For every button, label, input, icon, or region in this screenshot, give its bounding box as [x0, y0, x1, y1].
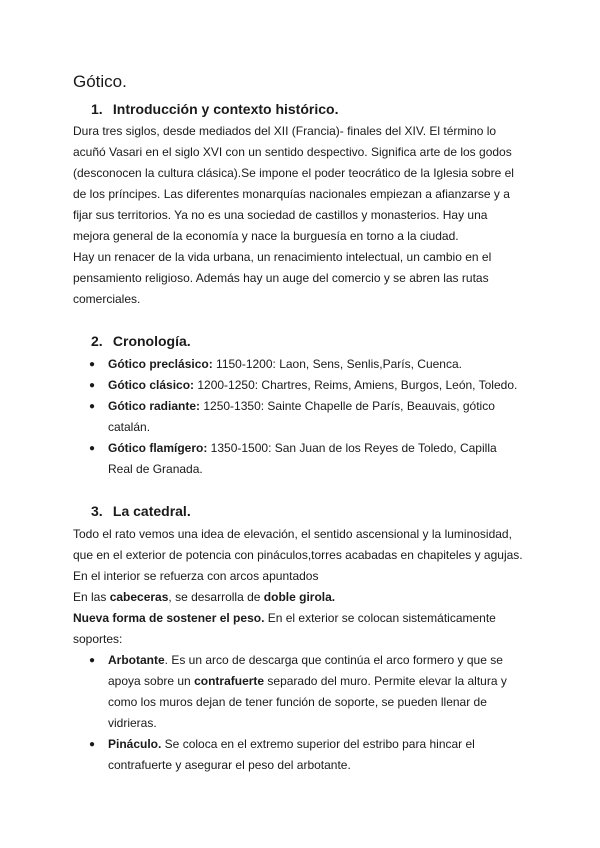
paragraph-line: Nueva forma de sostener el peso. En el exterior se colocan sistemáticamente	[73, 611, 496, 625]
bullet-icon: ●	[89, 380, 96, 391]
section-number: 2.	[91, 333, 103, 349]
bullet-icon: ●	[89, 359, 96, 370]
section-title: La catedral.	[112, 503, 191, 519]
section-heading-intro	[91, 101, 338, 117]
list-item: Gótico radiante: 1250-1350: Sainte Chapelle de París, Beauvais, gótico	[108, 399, 495, 413]
paragraph-line: soportes:	[73, 632, 123, 646]
list-item: Gótico preclásico: 1150-1200: Laon, Sens, Senlis,París, Cuenca.	[108, 357, 462, 371]
document-title: Gótico.	[73, 72, 127, 91]
list-item-continuation: vidrieras.	[108, 716, 157, 730]
list-item: Gótico flamígero: 1350-1500: San Juan de los Reyes de Toledo, Capilla	[108, 441, 497, 455]
list-item-continuation: como los muros dejan de tener función de soporte, se pueden llenar de	[108, 695, 487, 709]
paragraph-line: Dura tres siglos, desde mediados del XII (Francia)- finales del XIV. El término lo	[73, 124, 497, 138]
section-title: Cronología.	[112, 333, 191, 349]
paragraph-line: pensamiento religioso. Además hay un auge del comercio y se abren las rutas	[73, 271, 489, 285]
bullet-icon: ●	[89, 443, 96, 454]
paragraph-line: mejora general de la economía y nace la burguesía en torno a la ciudad.	[73, 229, 459, 243]
paragraph-line: Todo el rato vemos una idea de elevación, el sentido ascensional y la luminosidad,	[73, 527, 512, 541]
section-number: 1.	[91, 101, 103, 117]
list-item-continuation: Real de Granada.	[108, 462, 203, 476]
section-heading-cathedral	[91, 503, 191, 519]
list-item-continuation: apoya sobre un contrafuerte separado del muro. Permite elevar la altura y	[108, 674, 507, 688]
section-title: Introducción y contexto histórico.	[112, 101, 339, 117]
paragraph-line: fijar sus territorios. Ya no es una sociedad de castillos y monasterios. Hay una	[73, 208, 488, 222]
bullet-icon: ●	[89, 739, 96, 750]
paragraph-line: Hay un renacer de la vida urbana, un renacimiento intelectual, un cambio en el	[73, 250, 492, 264]
list-item-continuation: catalán.	[108, 420, 151, 434]
list-item-continuation: contrafuerte y asegurar el peso del arbotante.	[108, 758, 351, 772]
paragraph-line: de los príncipes. Las diferentes monarquías nacionales empiezan a afianzarse y a	[73, 187, 510, 201]
list-item: Gótico clásico: 1200-1250: Chartres, Reims, Amiens, Burgos, León, Toledo.	[108, 378, 518, 392]
section-number: 3.	[91, 503, 103, 519]
paragraph-line: En las cabeceras, se desarrolla de doble girola.	[73, 590, 336, 604]
paragraph-line: (desconocen la cultura clásica).Se impone el poder teocrático de la Iglesia sobre el	[73, 166, 514, 180]
paragraph-line: que en el exterior de potencia con pináculos,torres acabadas en chapiteles y agujas.	[73, 548, 523, 562]
section-heading-chronology	[91, 333, 191, 349]
bullet-icon: ●	[89, 401, 96, 412]
paragraph-line: comerciales.	[73, 292, 141, 306]
paragraph-line: En el interior se refuerza con arcos apuntados	[73, 569, 319, 583]
list-item: Arbotante. Es un arco de descarga que continúa el arco formero y que se	[108, 653, 503, 667]
bullet-icon: ●	[89, 655, 96, 666]
list-item: Pináculo. Se coloca en el extremo superior del estribo para hincar el	[108, 737, 475, 751]
paragraph-line: acuñó Vasari en el siglo XVI con un sentido despectivo. Significa arte de los godos	[73, 145, 512, 159]
